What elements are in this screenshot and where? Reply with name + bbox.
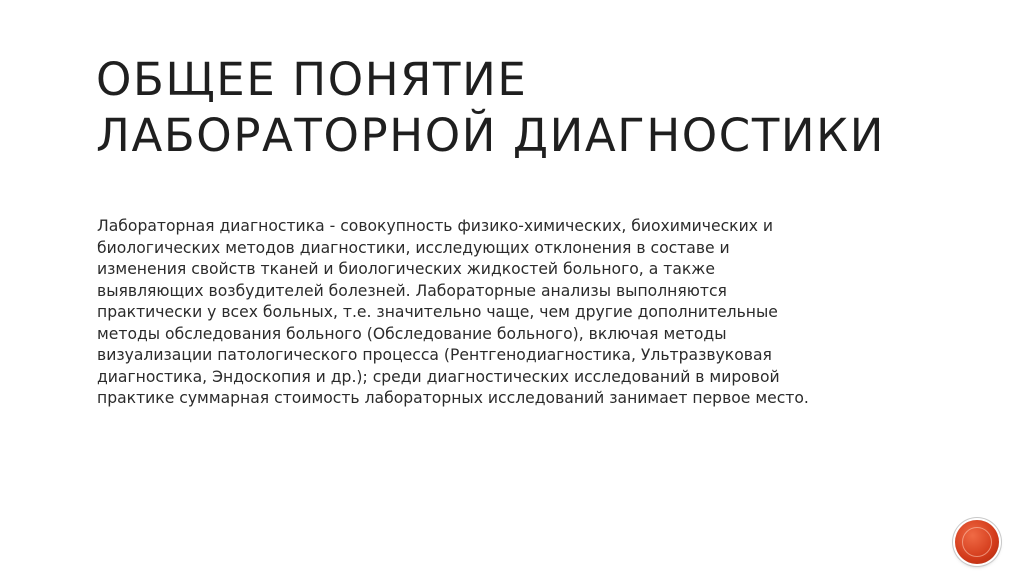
- body-text-line: практике суммарная стоимость лабораторных исследований занимает первое место.: [97, 389, 809, 407]
- body-text-line: выявляющих возбудителей болезней. Лабораторные анализы выполняются: [97, 281, 727, 300]
- slide-title: [96, 52, 916, 164]
- body-text-line: изменения свойств тканей и биологических жидкостей больного, а также: [97, 260, 715, 278]
- body-text-line: практически у всех больных, т.е. значительно чаще, чем другие дополнительные: [97, 303, 778, 321]
- body-text-line: биологических методов диагностики, исследующих отклонения в составе и: [97, 238, 730, 257]
- body-text-line: Лабораторная диагностика - совокупность физико-химических, биохимических и: [97, 217, 774, 235]
- next-slide-button[interactable]: [955, 520, 999, 564]
- body-text-line: визуализации патологического процесса (Рентгенодиагностика, Ультразвуковая: [97, 346, 772, 364]
- circle-button-icon: [962, 527, 992, 557]
- slide-title-line: ЛАБОРАТОРНОЙ ДИАГНОСТИКИ: [96, 109, 885, 162]
- slide-body-text: [97, 216, 927, 410]
- body-text-line: диагностика, Эндоскопия и др.); среди диагностических исследований в мировой: [97, 367, 780, 386]
- body-text-line: методы обследования больного (Обследование больного), включая методы: [97, 324, 727, 343]
- slide-title-line: ОБЩЕЕ ПОНЯТИЕ: [96, 53, 528, 106]
